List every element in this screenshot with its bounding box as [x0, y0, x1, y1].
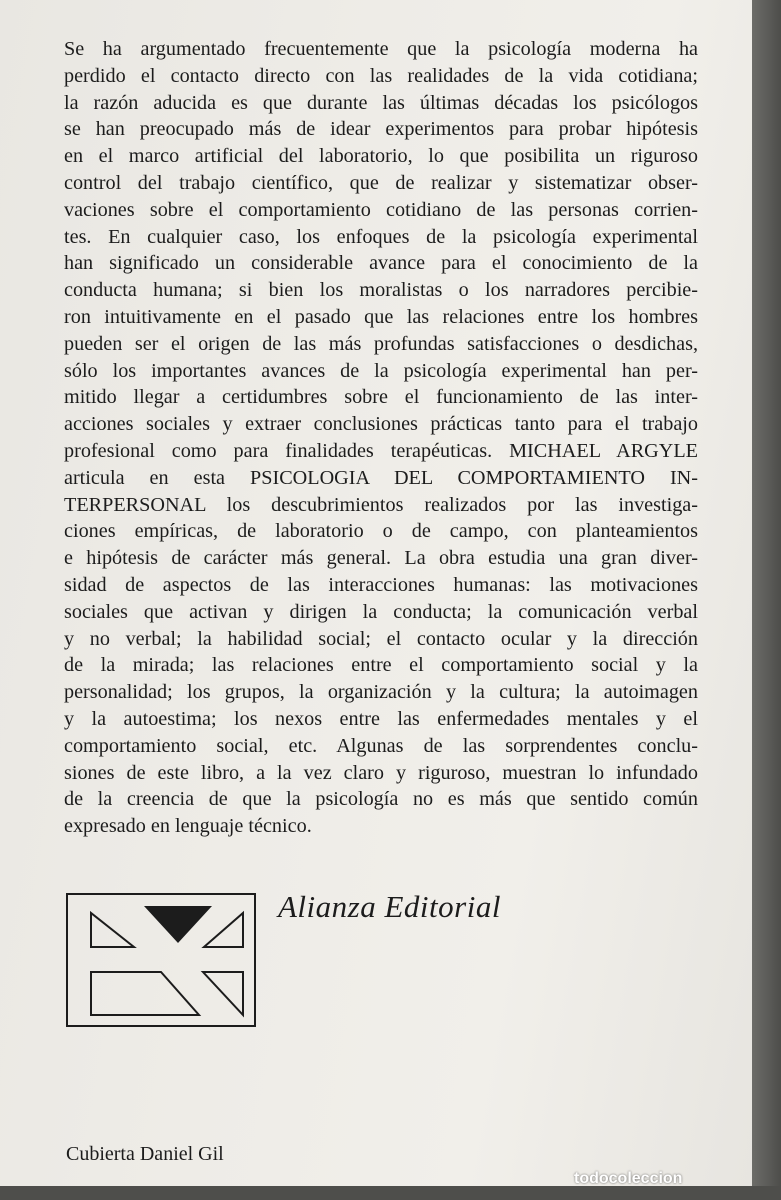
blurb-line: sólo los importantes avances de la psicología experimental han per- — [64, 359, 698, 382]
blurb-line: la razón aducida es que durante las últimas décadas los psicólogos — [64, 91, 698, 114]
blurb-line: comportamiento social, etc. Algunas de las sorprendentes conclu- — [64, 734, 698, 757]
blurb-line: ciones empíricas, de laboratorio o de campo, con planteamientos — [64, 520, 698, 543]
blurb-line: e hipótesis de carácter más general. La obra estudia una gran diver- — [64, 547, 698, 570]
blurb-line: personalidad; los grupos, la organización y la cultura; la autoimagen — [64, 681, 698, 704]
blurb-line: profesional como para finalidades terapéuticas. MICHAEL ARGYLE — [64, 439, 698, 462]
blurb-line: pueden ser el origen de las más profundas satisfacciones o desdichas, — [64, 332, 698, 355]
blurb-line: en el marco artificial del laboratorio, lo que posibilita un riguroso — [64, 145, 698, 168]
blurb-line: control del trabajo científico, que de realizar y sistematizar obser- — [64, 171, 698, 194]
blurb-line: sociales que activan y dirigen la conducta; la comunicación verbal — [64, 600, 698, 623]
publisher-name: Alianza Editorial — [278, 889, 501, 924]
blurb-line: TERPERSONAL los descubrimientos realizados por las investiga- — [64, 493, 698, 516]
blurb-line: siones de este libro, a la vez claro y riguroso, muestran lo infundado — [64, 761, 698, 784]
blurb-line: expresado en lenguaje técnico. — [64, 815, 312, 838]
blurb-line: y la autoestima; los nexos entre las enfermedades mentales y el — [64, 707, 698, 730]
blurb-line: tes. En cualquier caso, los enfoques de la psicología experimental — [64, 225, 698, 248]
blurb-line: sidad de aspectos de las interacciones humanas: las motivaciones — [64, 573, 698, 596]
book-spine-edge — [752, 0, 781, 1200]
bottom-shadow — [0, 1186, 781, 1200]
blurb-line: vaciones sobre el comportamiento cotidiano de las personas corrien- — [64, 198, 698, 221]
blurb-line: han significado un considerable avance para el conocimiento de la — [64, 252, 698, 275]
blurb-line: mitido llegar a certidumbres sobre el funcionamiento de las inter- — [64, 386, 698, 409]
blurb-line: articula en esta PSICOLOGIA DEL COMPORTAMIENTO IN- — [64, 466, 698, 489]
blurb-line: de la creencia de que la psicología no es más que sentido común — [64, 788, 698, 811]
cover-credit: Cubierta Daniel Gil — [66, 1143, 224, 1165]
blurb-line: Se ha argumentado frecuentemente que la psicología moderna ha — [64, 38, 698, 60]
blurb-line: y no verbal; la habilidad social; el contacto ocular y la dirección — [64, 627, 698, 650]
blurb-line: acciones sociales y extraer conclusiones prácticas tanto para el trabajo — [64, 413, 698, 436]
watermark-text: todocoleccion — [574, 1170, 683, 1187]
blurb-line: ron intuitivamente en el pasado que las relaciones entre los hombres — [64, 305, 698, 328]
blurb-line: de la mirada; las relaciones entre el comportamiento social y la — [64, 654, 698, 677]
blurb-line: perdido el contacto directo con las realidades de la vida cotidiana; — [64, 64, 698, 87]
alianza-editorial-logo-icon — [66, 893, 256, 1027]
blurb-line: conducta humana; si bien los moralistas o los narradores percibie- — [64, 279, 698, 302]
blurb-line: se han preocupado más de idear experimentos para probar hipótesis — [64, 118, 698, 141]
cover-blurb — [64, 36, 698, 840]
